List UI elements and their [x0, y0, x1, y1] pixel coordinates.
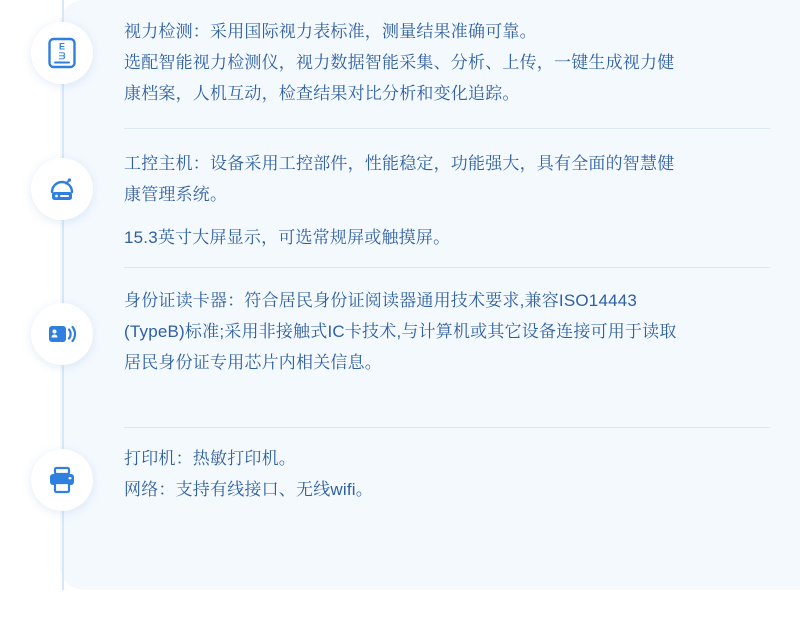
eye-chart-icon	[31, 22, 93, 84]
feature-text	[124, 148, 800, 253]
feature-line: 15.3英寸大屏显示，可选常规屏或触摸屏。	[124, 228, 451, 247]
feature-item-industrial-host	[0, 128, 800, 267]
feature-line: 工控主机：设备采用工控部件，性能稳定，功能强大，具有全面的智慧健	[124, 154, 675, 173]
feature-line: 居民身份证专用芯片内相关信息。	[124, 353, 382, 372]
industrial-computer-icon	[31, 158, 93, 220]
icon-wrapper	[0, 16, 124, 84]
feature-line: 选配智能视力检测仪，视力数据智能采集、分析、上传，一键生成视力健	[124, 53, 675, 72]
feature-text	[124, 16, 800, 109]
feature-line: 身份证读卡器：符合居民身份证阅读器通用技术要求,兼容ISO14443	[124, 291, 638, 310]
feature-line: 康管理系统。	[124, 185, 228, 204]
icon-wrapper	[0, 285, 124, 365]
feature-item-printer-network	[0, 427, 800, 547]
feature-text	[124, 443, 800, 505]
id-card-reader-icon	[31, 303, 93, 365]
svg-text:E: E	[58, 41, 66, 52]
feature-line: 康档案，人机互动，检查结果对比分析和变化追踪。	[124, 84, 520, 103]
printer-icon	[31, 449, 93, 511]
icon-wrapper	[0, 148, 124, 220]
feature-text	[124, 285, 800, 378]
feature-item-id-card-reader	[0, 267, 800, 427]
feature-line: 网络：支持有线接口、无线wifi。	[124, 480, 373, 499]
feature-line: (TypeB)标准;采用非接触式IC卡技术,与计算机或其它设备连接可用于读取	[124, 322, 677, 341]
svg-text:ᗱ: ᗱ	[58, 51, 66, 61]
feature-line: 视力检测：采用国际视力表标准，测量结果准确可靠。	[124, 22, 537, 41]
feature-line: 打印机：热敏打印机。	[124, 449, 296, 468]
feature-item-vision-test	[0, 0, 800, 128]
icon-wrapper	[0, 443, 124, 511]
